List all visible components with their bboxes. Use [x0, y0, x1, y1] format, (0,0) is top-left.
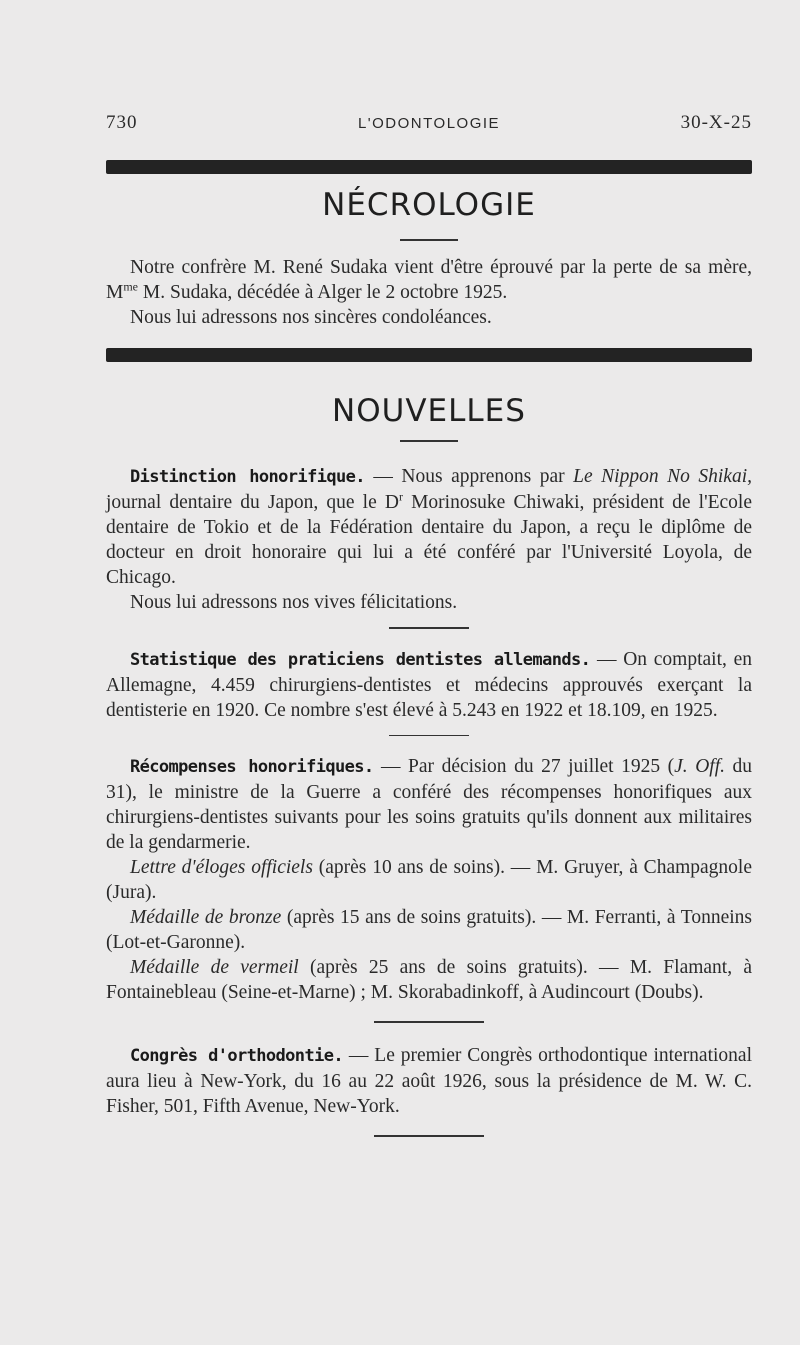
recompenses-article — [106, 754, 752, 1005]
distinction-article — [106, 464, 752, 615]
recompenses-paragraph: Récompenses honorifiques. — Par décision du 27 juillet 1925 (J. Off. du 31), le ministre de la Guerre a conféré des récompenses honorifiques aux chirurgiens-dentistes suivants pour les soins gratuits qu'ils donnent aux militaires de la gendarmerie. — [106, 756, 753, 853]
nouvelles-title: NOUVELLES — [332, 393, 526, 429]
statistique-article — [106, 647, 752, 723]
title-underline — [400, 239, 458, 241]
article-separator — [374, 1021, 484, 1023]
page-number: 730 — [106, 112, 138, 133]
article-separator — [389, 735, 469, 737]
distinction-paragraph: Distinction honorifique. — Nous apprenons par Le Nippon No Shikai, journal dentaire du Japon, que le $D^r$ Morinosuke Chiwaki, président de l'Ecole dentaire de Tokio et de la Fédération dentaire du Japon, a reçu le diplôme de docteur en droit honoraire qui lui a été conféré par l'Université Loyola, de Chicago. — [106, 466, 752, 588]
congres-article — [106, 1043, 752, 1119]
necrologie-title: NÉCROLOGIE — [322, 187, 536, 223]
distinction-paragraph-2: Nous lui adressons nos vives félicitations. — [130, 592, 458, 613]
running-head — [106, 112, 752, 142]
article-heading: Congrès d'orthodontie. — [130, 1045, 343, 1066]
statistique-paragraph: Statistique des praticiens dentistes allemands. — On comptait, en Allemagne, 4.459 chirurgiens-dentistes et médecins approuvés exerçant la dentisterie en 1920. Ce nombre s'est élevé à 5.243 en 1922 et 18.109, en 1925. — [106, 648, 752, 721]
journal-page — [106, 112, 752, 1137]
recompense-lettre: Lettre d'éloges officiels (après 10 ans de soins). — M. Gruyer, à Champagnole (Jura). — [106, 857, 752, 903]
article-separator — [389, 627, 469, 629]
article-heading: Statistique des praticiens dentistes allemands. — [130, 649, 591, 670]
end-rule — [374, 1135, 484, 1137]
article-heading: Distinction honorifique. — [130, 467, 365, 487]
necrologie-paragraph-2: Nous lui adressons nos sincères condoléances. — [130, 307, 492, 328]
issue-date: 30-X-25 — [680, 112, 752, 133]
title-underline — [400, 440, 458, 442]
recompense-bronze: Médaille de bronze (après 15 ans de soins gratuits). — M. Ferranti, à Tonneins (Lot-et-Garonne). — [106, 907, 752, 953]
article-heading: Récompenses honorifiques. — [130, 757, 374, 777]
necrologie-paragraph-1: Notre confrère M. René Sudaka vient d'être éprouvé par la perte de sa mère, $M^{me}$ M. Sudaka, décédée à Alger le 2 octobre 1925. — [106, 257, 752, 303]
necrologie-body — [106, 255, 752, 330]
congres-paragraph: Congrès d'orthodontie. — Le premier Congrès orthodontique international aura lieu à New-York, du 16 au 22 août 1926, sous la présidence de M. W. C. Fisher, 501, Fifth Avenue, New-York. — [106, 1044, 752, 1117]
thick-divider-middle — [106, 348, 752, 362]
thick-divider-top — [106, 160, 752, 174]
recompense-vermeil: Médaille de vermeil (après 25 ans de soins gratuits). — M. Flamant, à Fontainebleau (Seine-et-Marne) ; M. Skorabadinkoff, à Audincourt (Doubs). — [106, 957, 753, 1003]
journal-title: L'ODONTOLOGIE — [357, 115, 501, 132]
